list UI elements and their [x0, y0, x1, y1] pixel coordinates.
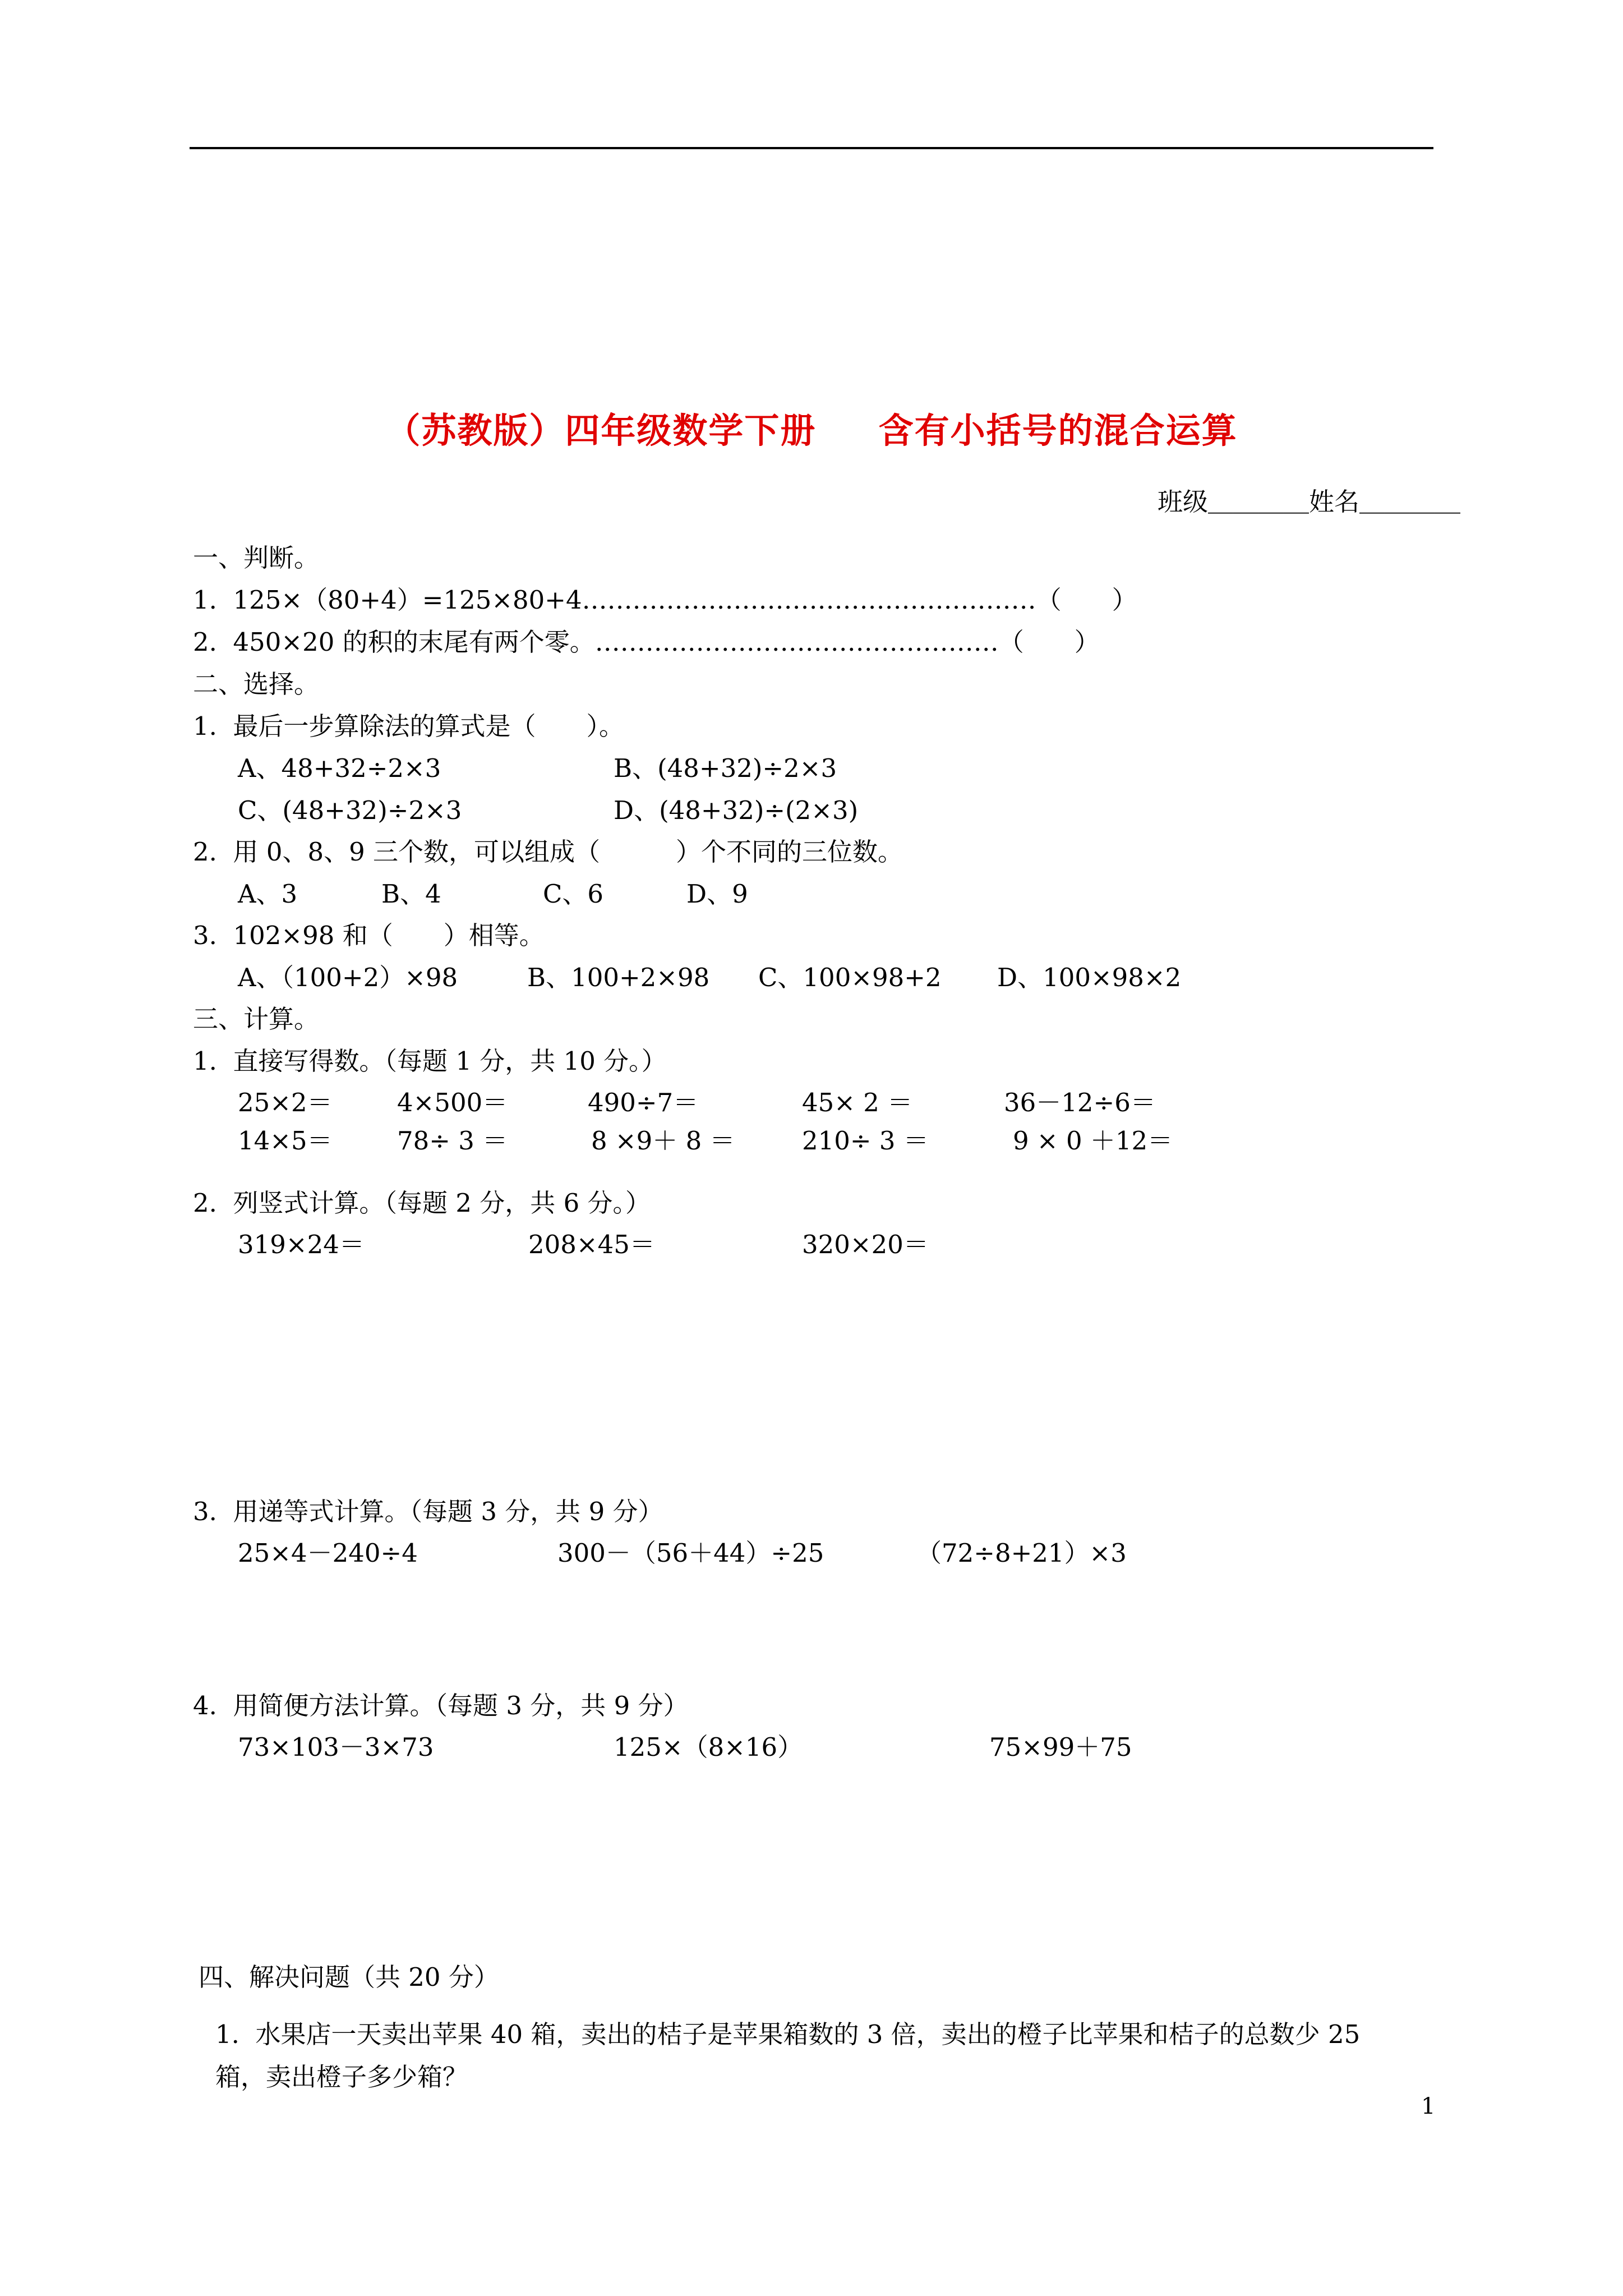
calc-item: 490÷7＝	[588, 1088, 699, 1117]
judge-question-2: 2. 450×20 的积的末尾有两个零。…………………………………………（ ）	[193, 627, 1100, 657]
calc-item: 14×5＝	[238, 1126, 333, 1156]
choice-option: D、(48+32)÷(2×3)	[614, 795, 859, 825]
calc-item: 78÷ 3 ＝	[397, 1126, 508, 1156]
page-number: 1	[1421, 2093, 1436, 2119]
calc-part-1-heading: 1. 直接写得数。（每题 1 分，共 10 分。）	[193, 1046, 667, 1076]
choice-option: D、100×98×2	[997, 963, 1182, 992]
choice-option: C、(48+32)÷2×3	[238, 795, 462, 825]
choice-option: C、100×98+2	[758, 963, 942, 992]
judge-question-1: 1. 125×（80+4）=125×80+4………………………………………………（ ）	[193, 585, 1137, 615]
choice-question-2: 2. 用 0、8、9 三个数，可以组成（ ）个不同的三位数。	[193, 837, 903, 867]
choice-option: B、100+2×98	[527, 963, 710, 992]
calc-part-3-heading: 3. 用递等式计算。（每题 3 分，共 9 分）	[193, 1497, 663, 1526]
calc-item: （72÷8+21）×3	[916, 1538, 1127, 1568]
document-title: （苏教版）四年级数学下册 含有小括号的混合运算	[385, 410, 1238, 451]
calc-item: 75×99＋75	[989, 1732, 1132, 1762]
problem-1-line-2: 箱，卖出橙子多少箱？	[215, 2062, 468, 2092]
section-calc-heading: 三、计算。	[193, 1004, 320, 1034]
calc-part-2-heading: 2. 列竖式计算。（每题 2 分，共 6 分。）	[193, 1188, 651, 1218]
calc-item: 319×24＝	[238, 1230, 365, 1259]
choice-option: A、48+32÷2×3	[238, 753, 441, 783]
choice-question-1: 1. 最后一步算除法的算式是（ ）。	[193, 711, 625, 741]
section-judge-heading: 一、判断。	[193, 543, 320, 573]
calc-item: 25×2＝	[238, 1088, 333, 1117]
calc-part-4-heading: 4. 用简便方法计算。（每题 3 分，共 9 分）	[193, 1691, 689, 1720]
choice-option: B、4	[381, 879, 441, 909]
calc-item: 125×（8×16）	[614, 1732, 803, 1762]
problem-1-line-1: 1. 水果店一天卖出苹果 40 箱，卖出的桔子是苹果箱数的 3 倍，卖出的橙子比苹果和桔子的总数少 25	[215, 2019, 1361, 2049]
calc-item: 25×4－240÷4	[238, 1538, 418, 1568]
calc-item: 208×45＝	[528, 1230, 655, 1259]
calc-item: 320×20＝	[802, 1230, 929, 1259]
calc-item: 4×500＝	[397, 1088, 508, 1117]
calc-item: 8 ×9＋ 8 ＝	[591, 1126, 735, 1156]
calc-item: 45× 2 ＝	[802, 1088, 913, 1117]
choice-question-3: 3. 102×98 和（ ）相等。	[193, 921, 545, 950]
choice-option: A、（100+2）×98	[238, 963, 458, 992]
choice-option: B、(48+32)÷2×3	[614, 753, 837, 783]
calc-item: 9 × 0 ＋12＝	[1013, 1126, 1173, 1156]
calc-item: 300－（56＋44）÷25	[557, 1538, 824, 1568]
calc-item: 36－12÷6＝	[1004, 1088, 1156, 1117]
section-problem-heading: 四、解决问题（共 20 分）	[199, 1962, 499, 1992]
choice-option: A、3	[238, 879, 298, 909]
choice-option: D、9	[686, 879, 748, 909]
calc-item: 73×103－3×73	[238, 1732, 434, 1762]
section-choice-heading: 二、选择。	[193, 669, 320, 699]
choice-option: C、6	[543, 879, 604, 909]
header-rule	[190, 147, 1433, 149]
calc-item: 210÷ 3 ＝	[802, 1126, 929, 1156]
class-name-field: 班级＿＿＿＿姓名＿＿＿＿	[1158, 487, 1461, 517]
